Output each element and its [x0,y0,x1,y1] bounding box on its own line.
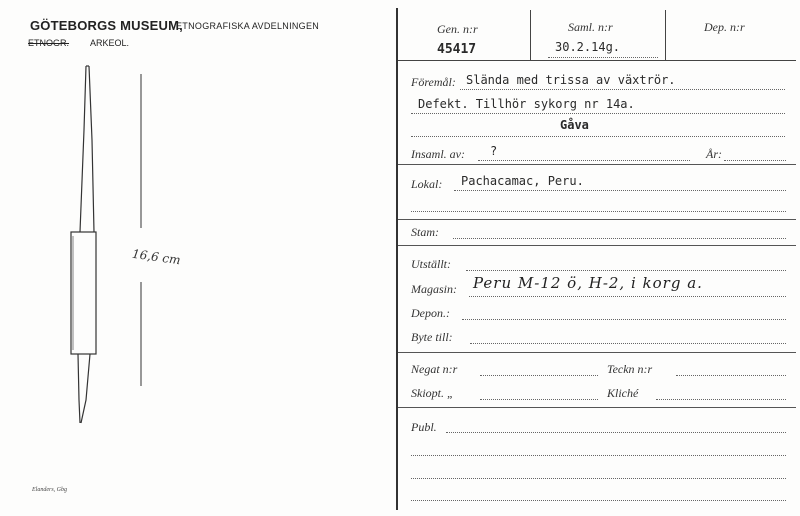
header-separator-1 [530,10,531,60]
utstallt-label: Utställt: [411,257,452,271]
teckn-label: Teckn n:r [607,362,653,376]
skiopt-dots [480,399,598,400]
foremal-line-1: Slända med trissa av växtrör. [466,73,676,87]
byte-label: Byte till: [411,330,453,344]
byte-dots [470,343,786,344]
drawing-panel [0,0,396,516]
saml-number-label: Saml. n:r [568,20,613,34]
spindle-drawing [0,0,396,516]
lokal-value: Pachacamac, Peru. [461,174,584,188]
magasin-value: Peru M-12 ö, H-2, i korg a. [473,274,703,292]
kliche-label: Kliché [607,386,639,400]
foremal-line-3: Gåva [560,118,589,132]
header-separator-2 [665,10,666,60]
stam-label: Stam: [411,225,439,239]
foremal-label: Föremål: [411,75,456,89]
saml-underline [548,57,658,58]
lokal-dots-2 [411,211,786,212]
negat-dots [480,375,598,376]
magasin-label: Magasin: [411,282,457,296]
foremal-dots-3 [411,136,785,137]
gen-number-value: 45417 [437,42,477,57]
foremal-line-2: Defekt. Tillhör sykorg nr 14a. [418,97,635,111]
rule-stam [398,245,796,246]
insaml-label: Insaml. av: [411,147,465,161]
card-divider [396,8,398,510]
lokal-dots-1 [454,190,786,191]
rule-skiopt [398,407,796,408]
rule-byte [398,352,796,353]
depon-dots [462,319,786,320]
department-name: ETNOGRAFISKA AVDELNINGEN [176,21,320,31]
dep-number-label: Dep. n:r [704,20,745,34]
publ-dots-3 [411,478,786,479]
rule-insaml [398,164,796,165]
foremal-dots-2 [411,113,785,114]
publ-dots-2 [411,455,786,456]
printer-imprint: Elanders, Gbg [32,487,67,493]
stam-dots [453,238,786,239]
kliche-dots [656,399,786,400]
archaeology-label: ARKEOL. [90,38,130,48]
gen-number-label: Gen. n:r [437,22,478,36]
skiopt-label: Skiopt. „ [411,386,454,400]
foremal-dots-1 [460,89,785,90]
header-rule [398,60,796,61]
rule-lokal [398,219,796,220]
insaml-dots [478,160,690,161]
magasin-dots [469,296,786,297]
depon-label: Depon.: [411,306,450,320]
ar-dots [724,160,786,161]
size-annotation: 16,6 cm [131,246,182,268]
lokal-label: Lokal: [411,177,443,191]
publ-dots-4 [411,500,786,501]
insaml-value: ? [490,144,498,158]
negat-label: Negat n:r [411,362,458,376]
teckn-dots [676,375,786,376]
struck-ethnography-label: ETNOGR. [28,38,70,48]
publ-dots-1 [446,432,786,433]
ar-label: År: [706,147,722,161]
museum-name: GÖTEBORGS MUSEUM, [30,18,183,33]
utstallt-dots [466,270,786,271]
saml-number-value: 30.2.14g. [555,40,621,54]
publ-label: Publ. [411,420,437,434]
